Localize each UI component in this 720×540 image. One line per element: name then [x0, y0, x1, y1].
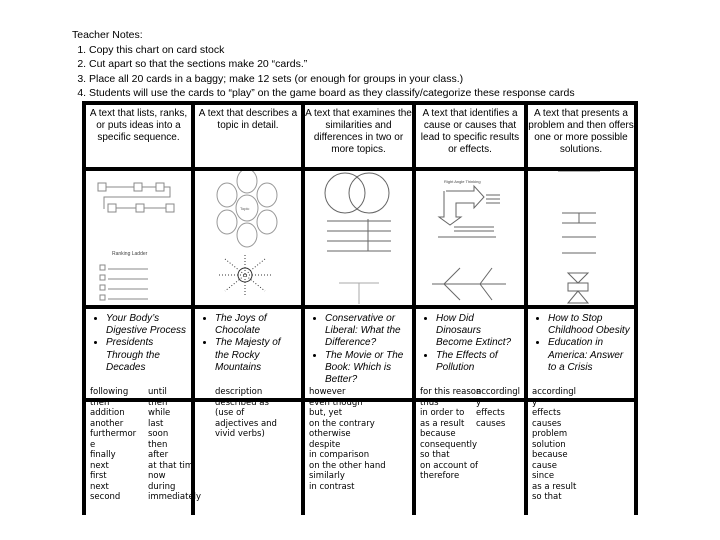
transition-word: another	[90, 418, 124, 429]
transition-word: accordingl	[532, 387, 577, 397]
grid-line	[634, 101, 638, 515]
grid-line	[524, 101, 528, 515]
transition-word: causes	[532, 418, 562, 429]
example-topic: • How Did Dinosaurs Become Extinct?	[436, 313, 520, 350]
example-topic: • Education in America: Answer to a Crisis	[548, 337, 630, 374]
transition-word: causes	[476, 418, 506, 429]
transition-word: y	[532, 397, 538, 408]
transition-word: now	[148, 471, 166, 481]
transition-word: second	[90, 492, 121, 502]
transition-words	[90, 387, 136, 503]
transition-word: in comparison	[309, 450, 370, 460]
transition-word: because	[420, 429, 456, 439]
diagram-label: Topic	[240, 206, 250, 211]
graphic-organizer-diagram	[528, 171, 632, 305]
transition-word: y	[476, 397, 482, 408]
transition-word: after	[148, 450, 169, 460]
example-topic: • How to Stop Childhood Obesity	[548, 313, 630, 337]
transition-words-second-column	[476, 387, 520, 429]
transition-word: e	[90, 439, 96, 450]
transition-word: even though	[309, 397, 363, 408]
transition-word: description	[215, 387, 263, 397]
note-item: 2. Cut apart so that the sections make 20 “cards.”	[89, 57, 575, 72]
example-topics	[418, 313, 520, 374]
transition-word: consequently	[420, 439, 478, 450]
card-definition: A text that presents a problem and then offers one or more possible solutions.	[528, 108, 634, 155]
example-topics	[307, 313, 408, 386]
transition-word: accordingl	[476, 387, 521, 397]
transition-word: immediately	[148, 492, 202, 502]
transition-word: in contrast	[309, 481, 355, 492]
transition-word: while	[148, 408, 171, 418]
example-topic: • The Joys of Chocolate	[215, 313, 297, 337]
transition-word: as a result	[532, 481, 577, 492]
transition-word: on the other hand	[309, 460, 386, 471]
diagram-label: Right Angle Thinking	[444, 179, 481, 184]
transition-word: thus	[420, 397, 439, 408]
transition-word: soon	[148, 429, 169, 439]
transition-word: furthermor	[90, 429, 137, 439]
transition-word: because	[532, 450, 568, 460]
example-topics	[88, 313, 187, 374]
example-topic: • The Effects of Pollution	[436, 350, 520, 374]
transition-word: until	[148, 387, 167, 397]
transition-word: at that tim	[148, 460, 194, 471]
grid-line	[82, 305, 638, 309]
notes-title: Teacher Notes:	[72, 29, 143, 41]
example-topic: • The Majesty of the Rocky Mountains	[215, 337, 297, 374]
transition-word: then	[148, 439, 168, 450]
note-item: 1. Copy this chart on card stock	[89, 43, 575, 58]
transition-word: next	[90, 481, 109, 492]
diagram-label: Ranking Ladder	[112, 251, 148, 257]
example-topic: • Your Body’s Digestive Process	[106, 313, 187, 337]
transition-word: then	[148, 397, 168, 408]
transition-words	[309, 387, 386, 492]
transition-word: solution	[532, 439, 566, 450]
transition-word: since	[532, 471, 555, 481]
transition-word: following	[90, 387, 129, 397]
example-topic: • Conservative or Liberal: What the Difference?	[325, 313, 408, 350]
card-definition: A text that identifies a cause or causes that lead to specific results or effects.	[420, 108, 520, 155]
transition-word: first	[90, 471, 107, 481]
transition-word: despite	[309, 439, 341, 450]
graphic-organizer-diagram	[416, 171, 520, 305]
transition-word: addition	[90, 408, 125, 418]
transition-word: otherwise	[309, 429, 351, 439]
card-definition: A text that examines the similarities and differences in two or more topics.	[305, 108, 412, 155]
card-chart	[82, 101, 638, 515]
transition-word: so that	[420, 450, 450, 460]
transition-word: so that	[532, 492, 562, 502]
grid-line	[82, 101, 638, 105]
transition-word: for this reason	[420, 387, 482, 397]
example-topic: • The Movie or The Book: Which is Better?	[325, 350, 408, 387]
transition-word: finally	[90, 450, 116, 460]
transition-word: on account of	[420, 460, 479, 471]
transition-word: problem	[532, 429, 568, 439]
graphic-organizer-diagram	[86, 171, 190, 305]
note-item: 4. Students will use the cards to “play” on the game board as they classify/categorize these response cards	[89, 86, 575, 101]
card-definition: A text that describes a topic in detail.	[198, 108, 298, 131]
transition-word: cause	[532, 460, 557, 471]
example-topics	[197, 313, 297, 374]
transition-word: next	[90, 460, 109, 471]
grid-line	[82, 101, 86, 515]
transition-word: similarly	[309, 471, 345, 481]
transition-word: then	[90, 397, 110, 408]
card-definition: A text that lists, ranks, or puts ideas into a specific sequence.	[89, 108, 188, 143]
example-topic: • Presidents Through the Decades	[106, 337, 187, 374]
transition-word: however	[309, 387, 346, 397]
grid-line	[412, 101, 416, 515]
teacher-notes	[72, 28, 575, 101]
grid-line	[301, 101, 305, 515]
transition-word: last	[148, 418, 164, 429]
transition-word: effects	[476, 408, 505, 418]
transition-word: as a result	[420, 418, 465, 429]
transition-words	[420, 387, 481, 482]
transition-word: therefore	[420, 471, 460, 481]
transition-word: adjectives and	[215, 418, 277, 429]
transition-word: during	[148, 481, 176, 492]
graphic-organizer-diagram	[305, 171, 409, 305]
transition-words	[215, 387, 277, 440]
note-item: 3. Place all 20 cards in a baggy; make 12 sets (or enough for groups in your class.)	[89, 72, 575, 87]
transition-word: vivid verbs)	[215, 429, 265, 439]
transition-word: effects	[532, 408, 561, 418]
graphic-organizer-diagram	[195, 171, 299, 305]
transition-word: in order to	[420, 408, 465, 418]
transition-word: but, yet	[309, 408, 343, 418]
transition-word: (use of	[215, 408, 245, 418]
transition-word: on the contrary	[309, 418, 375, 429]
example-topics	[530, 313, 630, 374]
transition-word: described as	[215, 397, 269, 408]
notes-list	[72, 43, 575, 101]
transition-words	[532, 387, 576, 503]
transition-words-second-column	[148, 387, 201, 503]
